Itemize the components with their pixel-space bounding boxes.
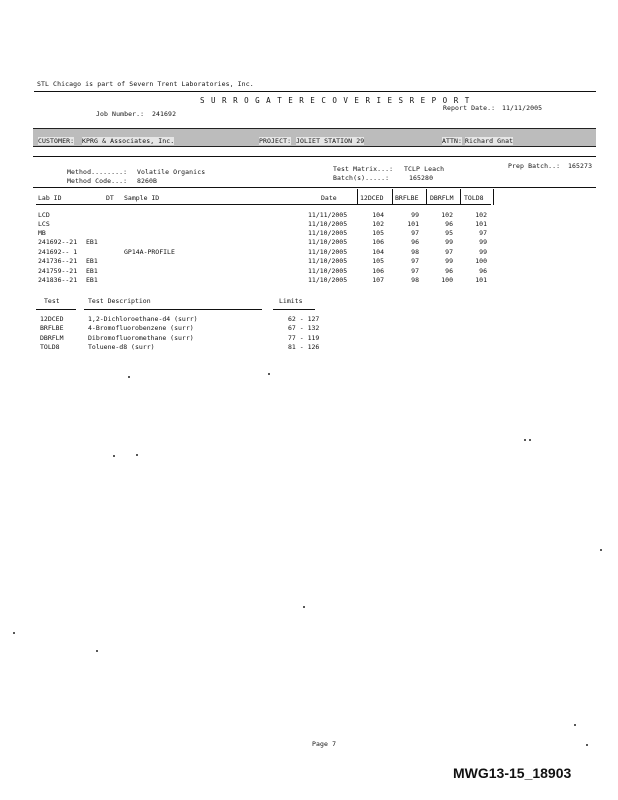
dbrflm-cell: 96 bbox=[445, 220, 453, 228]
col-sep bbox=[392, 189, 393, 205]
col-told8: TOLD8 bbox=[464, 194, 484, 202]
lab-id-cell: MB bbox=[38, 229, 46, 237]
12dced-cell: 102 bbox=[372, 220, 384, 228]
limits-description-cell: 4-Bromofluorobenzene (surr) bbox=[88, 324, 194, 332]
limits-range-cell: 62 - 127 bbox=[288, 315, 320, 323]
dbrflm-cell: 95 bbox=[445, 229, 453, 237]
scan-speck bbox=[529, 439, 531, 441]
lab-id-cell: 241736--21 bbox=[38, 257, 78, 265]
customer-name: KPRG & Associates, Inc. bbox=[82, 137, 175, 145]
limits-test-cell: BRFLBE bbox=[40, 324, 64, 332]
dbrflm-cell: 100 bbox=[441, 276, 453, 284]
12dced-cell: 106 bbox=[372, 238, 384, 246]
prep-batch-label: Prep Batch..: bbox=[508, 162, 561, 170]
scan-speck bbox=[96, 650, 98, 652]
lab-id-cell: 241759--21 bbox=[38, 267, 78, 275]
table-row bbox=[0, 276, 618, 286]
limits-rule-limits bbox=[273, 309, 315, 310]
told8-cell: 99 bbox=[479, 238, 487, 246]
report-date: 11/11/2005 bbox=[502, 104, 543, 112]
report-title: S U R R O G A T E R E C O V E R I E S R E P O R T bbox=[200, 96, 471, 105]
12dced-cell: 104 bbox=[372, 211, 384, 219]
brflbe-cell: 97 bbox=[411, 229, 419, 237]
dbrflm-cell: 99 bbox=[445, 257, 453, 265]
method-label: Method........: bbox=[67, 168, 128, 176]
table-row bbox=[0, 257, 618, 267]
results-header bbox=[0, 194, 618, 204]
limits-col-description: Test Description bbox=[88, 297, 151, 305]
lab-id-cell: LCD bbox=[38, 211, 50, 219]
limits-row bbox=[0, 343, 618, 353]
col-sep bbox=[357, 189, 358, 205]
results-header-rule bbox=[36, 204, 491, 205]
prep-batch-value: 165273 bbox=[568, 162, 593, 170]
scan-speck bbox=[524, 439, 526, 441]
method-code-value: 8260B bbox=[137, 177, 158, 185]
col-sep bbox=[493, 189, 494, 205]
report-date-label: Report Date.: bbox=[443, 104, 496, 112]
limits-description-cell: Dibromofluoromethane (surr) bbox=[88, 334, 194, 342]
limits-description-cell: 1,2-Dichloroethane-d4 (surr) bbox=[88, 315, 198, 323]
scan-speck bbox=[303, 606, 305, 608]
brflbe-cell: 99 bbox=[411, 211, 419, 219]
lab-id-cell: 241692--21 bbox=[38, 238, 78, 246]
dt-cell: EB1 bbox=[86, 238, 98, 246]
limits-rule-test bbox=[36, 309, 76, 310]
brflbe-cell: 97 bbox=[411, 257, 419, 265]
method-code-label: Method Code...: bbox=[67, 177, 128, 185]
brflbe-cell: 97 bbox=[411, 267, 419, 275]
told8-cell: 97 bbox=[479, 229, 487, 237]
method-rule-top bbox=[33, 156, 596, 157]
scan-speck bbox=[268, 373, 270, 375]
limits-test-cell: TOLD8 bbox=[40, 343, 60, 351]
col-dt: DT bbox=[106, 194, 114, 202]
dbrflm-cell: 99 bbox=[445, 238, 453, 246]
limits-col-limits: Limits bbox=[279, 297, 303, 305]
scan-speck bbox=[136, 454, 138, 456]
page-number: Page 7 bbox=[312, 740, 337, 748]
date-cell: 11/10/2005 bbox=[308, 229, 348, 237]
scan-speck bbox=[600, 549, 602, 551]
job-number: 241692 bbox=[152, 110, 177, 118]
told8-cell: 96 bbox=[479, 267, 487, 275]
told8-cell: 101 bbox=[475, 276, 487, 284]
told8-cell: 102 bbox=[475, 211, 487, 219]
date-cell: 11/11/2005 bbox=[308, 211, 348, 219]
scan-speck bbox=[113, 455, 115, 457]
col-dbrflm: DBRFLM bbox=[430, 194, 454, 202]
dt-cell: EB1 bbox=[86, 257, 98, 265]
told8-cell: 99 bbox=[479, 248, 487, 256]
col-sep bbox=[426, 189, 427, 205]
date-cell: 11/10/2005 bbox=[308, 267, 348, 275]
limits-row bbox=[0, 324, 618, 334]
limits-range-cell: 77 - 119 bbox=[288, 334, 320, 342]
project-label: PROJECT: bbox=[259, 137, 292, 145]
test-matrix-label: Test Matrix...: bbox=[333, 165, 394, 173]
limits-header bbox=[0, 297, 618, 307]
lab-id-cell: 241692-- 1 bbox=[38, 248, 78, 256]
method-rule-bottom bbox=[33, 187, 596, 188]
scan-speck bbox=[128, 376, 130, 378]
lab-id-cell: 241836--21 bbox=[38, 276, 78, 284]
dbrflm-cell: 96 bbox=[445, 267, 453, 275]
date-cell: 11/10/2005 bbox=[308, 220, 348, 228]
date-cell: 11/10/2005 bbox=[308, 257, 348, 265]
brflbe-cell: 98 bbox=[411, 248, 419, 256]
date-cell: 11/10/2005 bbox=[308, 248, 348, 256]
scan-speck bbox=[574, 724, 576, 726]
batch-label: Batch(s).....: bbox=[333, 174, 390, 182]
dbrflm-cell: 97 bbox=[445, 248, 453, 256]
lab-id-cell: LCS bbox=[38, 220, 50, 228]
dt-cell: EB1 bbox=[86, 267, 98, 275]
limits-range-cell: 67 - 132 bbox=[288, 324, 320, 332]
brflbe-cell: 98 bbox=[411, 276, 419, 284]
col-sep bbox=[460, 189, 461, 205]
limits-range-cell: 81 - 126 bbox=[288, 343, 320, 351]
job-number-label: Job Number.: bbox=[96, 110, 145, 118]
col-lab-id: Lab ID bbox=[38, 194, 62, 202]
project-name: JOLIET STATION 29 bbox=[296, 137, 365, 145]
dt-cell: EB1 bbox=[86, 276, 98, 284]
header-rule bbox=[34, 91, 596, 92]
brflbe-cell: 101 bbox=[407, 220, 419, 228]
col-sample-id: Sample ID bbox=[124, 194, 160, 202]
limits-col-test: Test bbox=[44, 297, 60, 305]
col-brflbe: BRFLBE bbox=[395, 194, 419, 202]
date-cell: 11/10/2005 bbox=[308, 276, 348, 284]
12dced-cell: 104 bbox=[372, 248, 384, 256]
limits-rule-description bbox=[84, 309, 262, 310]
test-matrix-value: TCLP Leach bbox=[404, 165, 445, 173]
brflbe-cell: 96 bbox=[411, 238, 419, 246]
told8-cell: 100 bbox=[475, 257, 487, 265]
dbrflm-cell: 102 bbox=[441, 211, 453, 219]
12dced-cell: 105 bbox=[372, 257, 384, 265]
12dced-cell: 105 bbox=[372, 229, 384, 237]
company-line: STL Chicago is part of Severn Trent Laboratories, Inc. bbox=[37, 80, 254, 88]
date-cell: 11/10/2005 bbox=[308, 238, 348, 246]
attn-label: ATTN: bbox=[442, 137, 463, 145]
sample-id-cell: GP14A-PROFILE bbox=[124, 248, 175, 256]
scan-speck bbox=[13, 632, 15, 634]
col-date: Date bbox=[321, 194, 337, 202]
told8-cell: 101 bbox=[475, 220, 487, 228]
col-12dced: 12DCED bbox=[360, 194, 384, 202]
limits-test-cell: DBRFLM bbox=[40, 334, 64, 342]
method-value: Volatile Organics bbox=[137, 168, 206, 176]
12dced-cell: 106 bbox=[372, 267, 384, 275]
limits-test-cell: 12DCED bbox=[40, 315, 64, 323]
batch-value: 165280 bbox=[409, 174, 434, 182]
customer-label: CUSTOMER: bbox=[38, 137, 75, 145]
attn-name: Richard Gnat bbox=[465, 137, 514, 145]
12dced-cell: 107 bbox=[372, 276, 384, 284]
table-row bbox=[0, 238, 618, 248]
document-code: MWG13-15_18903 bbox=[453, 765, 572, 781]
scan-speck bbox=[586, 744, 588, 746]
limits-description-cell: Toluene-d8 (surr) bbox=[88, 343, 155, 351]
